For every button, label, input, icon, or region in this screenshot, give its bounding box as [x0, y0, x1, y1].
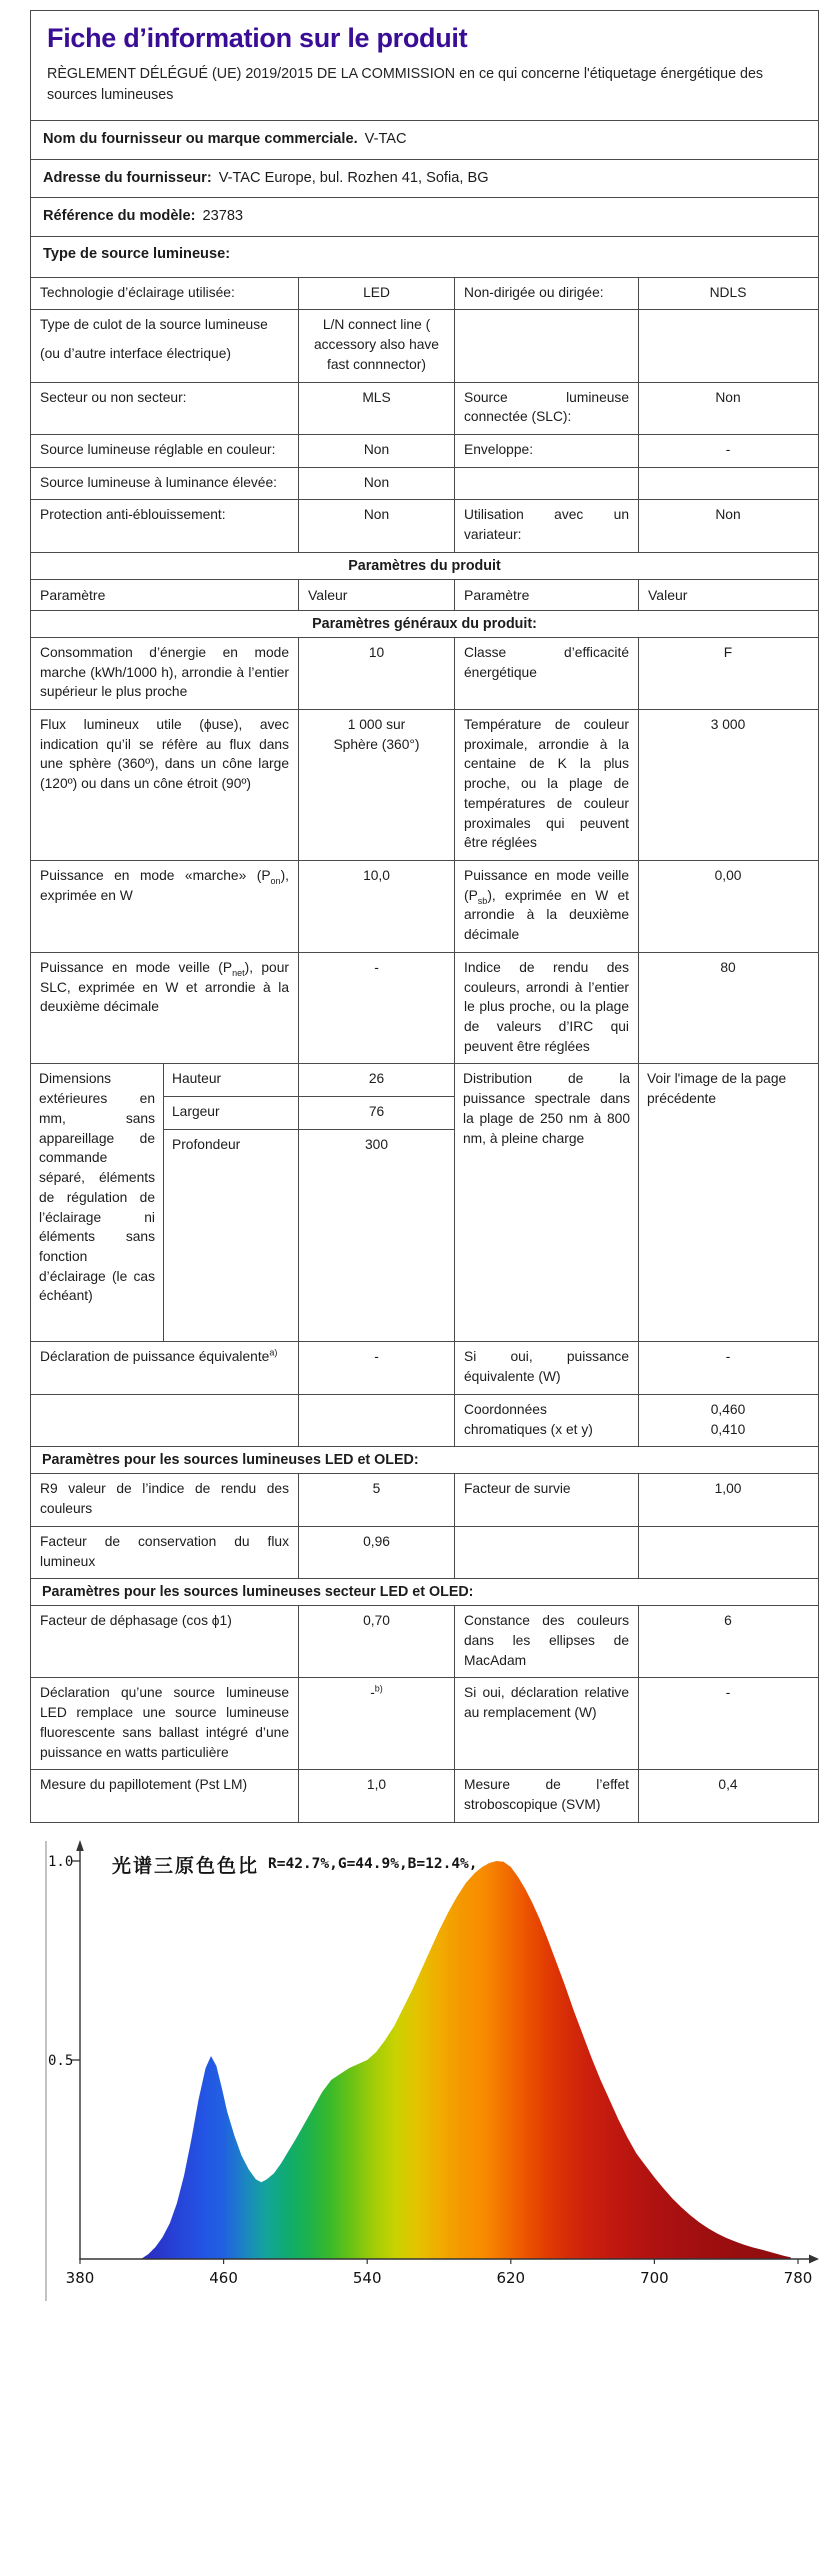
column-header-row	[31, 580, 818, 611]
param-label-cell: Puissance en mode veille $(P_{sb})$, exprimée en W et arrondie à la deuxième décimale	[454, 861, 638, 952]
table-row-lumen-maintenance	[31, 1527, 818, 1579]
flux-value-line1: 1 000 sur	[347, 716, 406, 732]
column-header: Paramètre	[454, 580, 638, 610]
chart-annotation: R=42.7%,G=44.9%,B=12.4%,	[268, 1856, 478, 1872]
title-block	[31, 11, 818, 121]
param-label-cell: Enveloppe:	[454, 435, 638, 467]
param-value-cell: 0,00	[638, 861, 817, 952]
chromaticity-y: 0,410	[710, 1421, 746, 1437]
param-label-cell: Si oui, puissance équivalente (W)	[454, 1342, 638, 1393]
column-header: Valeur	[638, 580, 817, 610]
table-row-chromaticity	[31, 1395, 818, 1447]
cap-type-line1: Type de culot de la source lumineuse	[40, 317, 268, 333]
table-row-equivalent-power	[31, 1342, 818, 1394]
param-value-cell: Non	[298, 500, 454, 551]
x-tick-label: 620	[496, 2269, 526, 2287]
param-value-cell: NDLS	[638, 278, 817, 310]
table-row-r9	[31, 1474, 818, 1526]
param-value-cell	[638, 468, 817, 500]
supplier-name-value: V-TAC	[364, 130, 407, 147]
param-value-cell	[638, 1395, 817, 1446]
param-label-cell: Non-dirigée ou dirigée:	[454, 278, 638, 310]
param-label-cell: Facteur de conservation du flux lumineux	[40, 1533, 289, 1569]
param-label-cell: Flux lumineux utile (ϕuse), avec indication qu’il se réfère au flux dans une sphère (360º), dans un cône large (120º) ou dans un cône étroit (90º)	[40, 716, 289, 792]
dimension-name: Largeur	[163, 1097, 298, 1130]
param-label-cell: Puissance en mode veille $(P_{net})$, pour SLC, exprimée en W et arrondie à la deuxième décimale	[40, 959, 290, 1015]
section-header-general-parameters: Paramètres généraux du produit:	[31, 611, 818, 638]
param-label-cell: Coordonnées chromatiques (x et y)	[454, 1395, 638, 1446]
param-value-cell: Non	[298, 468, 454, 500]
param-value-cell: L/N connect line ( accessory also have fast connnector)	[298, 310, 454, 381]
param-value-cell	[298, 1395, 454, 1446]
param-label-cell: Protection anti-éblouissement:	[40, 507, 226, 523]
param-label-cell	[454, 310, 638, 381]
param-label-cell	[31, 310, 298, 381]
section-header-mains-led-oled: Paramètres pour les sources lumineuses secteur LED et OLED:	[31, 1579, 818, 1606]
param-value-cell: 10,0	[298, 861, 454, 952]
y-axis-arrow	[76, 1840, 84, 1851]
dimension-name: Hauteur	[163, 1064, 298, 1097]
light-source-type-heading-row	[31, 237, 818, 278]
x-tick-label: 540	[352, 2269, 382, 2287]
table-row-useful-flux	[31, 710, 818, 861]
dimension-value: 26	[298, 1064, 454, 1097]
section-header-product-parameters: Paramètres du produit	[31, 553, 818, 580]
table-row-standby-power	[31, 953, 818, 1065]
param-label-cell	[454, 468, 638, 500]
y-tick-label: 0.5	[48, 2053, 74, 2069]
param-label-cell: Puissance en mode «marche» $(P_{on})$, exprimée en W	[40, 868, 289, 903]
table-row-technology	[31, 278, 818, 311]
param-value-cell: 1,0	[298, 1770, 454, 1821]
x-tick-label: 700	[640, 2269, 669, 2287]
param-value-cell: 3 000	[638, 710, 817, 860]
param-label-cell	[454, 1527, 638, 1578]
param-value-cell: F	[638, 638, 817, 709]
spectral-distribution-value: Voir l'image de la page précédente	[638, 1064, 817, 1341]
param-value-cell: -$^{b)}$	[298, 1678, 454, 1769]
column-header: Valeur	[298, 580, 454, 610]
param-label-cell: Mesure de l’effet stroboscopique (SVM)	[454, 1770, 638, 1821]
param-value-cell: Non	[638, 500, 817, 551]
param-value-cell: Non	[298, 435, 454, 467]
param-value-cell: 80	[638, 953, 817, 1064]
param-label-cell: Classe d’efficacité énergétique	[454, 638, 638, 709]
flux-value-line2: Sphère (360°)	[333, 736, 420, 752]
model-reference-row	[31, 198, 818, 237]
x-axis-arrow	[809, 2255, 819, 2264]
x-tick-label: 460	[209, 2269, 238, 2287]
dimension-name: Profondeur	[163, 1130, 298, 1342]
dimension-value: 300	[298, 1130, 454, 1342]
param-value-cell: 6	[638, 1606, 817, 1677]
regulation-subtitle: RÈGLEMENT DÉLÉGUÉ (UE) 2019/2015 DE LA COMMISSION en ce qui concerne l'étiquetage énergétique des sources lumineuses	[47, 66, 764, 104]
page-title: Fiche d’information sur le produit	[47, 23, 468, 53]
spectral-distribution-label: Distribution de la puissance spectrale dans la plage de 250 nm à 800 nm, à pleine charge	[454, 1064, 638, 1341]
param-value-cell: -	[298, 1342, 454, 1393]
param-label-cell: Indice de rendu des couleurs, arrondi à l’entier le plus proche, ou la plage de valeurs d’IRC qui peuvent être réglées	[454, 953, 638, 1064]
param-value-cell: -	[638, 435, 817, 467]
spectral-distribution-chart	[0, 1831, 839, 2311]
dimensions-label: Dimensions extérieures en mm, sans appareillage de commande séparé, éléments de régulation de l’éclairage ni éléments sans fonction d’éclairage (le cas échéant)	[39, 1071, 155, 1304]
spectrum-svg	[20, 1839, 825, 2309]
dimension-value: 76	[298, 1097, 454, 1130]
param-value-cell	[638, 310, 817, 381]
table-row-mains	[31, 383, 818, 435]
table-row-high-luminance	[31, 468, 818, 501]
supplier-name-label: Nom du fournisseur ou marque commerciale.	[43, 130, 358, 147]
spectral-area	[141, 1861, 791, 2259]
dimensions-row	[31, 1064, 818, 1342]
chromaticity-x: 0,460	[710, 1401, 746, 1417]
table-row-on-mode-power	[31, 861, 818, 953]
param-label-cell: Facteur de survie	[454, 1474, 638, 1525]
param-label-cell: Déclaration qu’une source lumineuse LED remplace une source lumineuse fluorescente sans ballast intégré d’une puissance en watts particulière	[40, 1685, 289, 1760]
param-value-cell: 10	[298, 638, 454, 709]
table-row-fluorescent-replacement	[31, 1678, 818, 1770]
section-header-led-oled: Paramètres pour les sources lumineuses LED et OLED:	[31, 1447, 818, 1474]
param-value-cell: 5	[298, 1474, 454, 1525]
table-row-colour-tunable	[31, 435, 818, 468]
chart-title: 光谱三原色色比	[112, 1856, 260, 1877]
param-value-cell: 1,00	[638, 1474, 817, 1525]
param-value-cell: 0,70	[298, 1606, 454, 1677]
document-table	[30, 10, 819, 1823]
param-value-cell	[638, 1527, 817, 1578]
param-label-cell: Déclaration de puissance équivalente$^{a)}$	[40, 1347, 278, 1365]
param-label-cell: R9 valeur de l’indice de rendu des couleurs	[40, 1481, 289, 1517]
param-label-cell: Température de couleur proximale, arrondie à la centaine de K la plus proche, ou la plage de températures de couleur proximales qui peuvent être réglées	[454, 710, 638, 860]
param-value-cell: -	[298, 953, 454, 1064]
param-value-cell: MLS	[298, 383, 454, 434]
param-value-cell: -	[638, 1342, 817, 1393]
param-value-cell: Non	[638, 383, 817, 434]
param-label-cell	[31, 1395, 298, 1446]
param-label-cell: Source lumineuse réglable en couleur:	[40, 441, 276, 457]
table-row-energy-consumption	[31, 638, 818, 710]
param-value-cell: -	[638, 1678, 817, 1769]
param-label-cell: Facteur de déphasage (cos ϕ1)	[40, 1613, 232, 1629]
param-label-cell: Si oui, déclaration relative au remplacement (W)	[454, 1678, 638, 1769]
x-tick-label: 780	[783, 2269, 813, 2287]
param-label-cell: Mesure du papillotement (Pst LM)	[40, 1777, 248, 1793]
x-tick-label: 380	[65, 2269, 95, 2287]
table-row-flicker	[31, 1770, 818, 1821]
cap-type-line2: (ou d’autre interface électrique)	[40, 346, 231, 362]
supplier-address-row	[31, 160, 818, 199]
supplier-address-label: Adresse du fournisseur:	[43, 169, 212, 186]
supplier-address-value: V-TAC Europe, bul. Rozhen 41, Sofia, BG	[218, 169, 489, 186]
param-label-cell: Utilisation avec un variateur:	[454, 500, 638, 551]
column-header: Paramètre	[40, 586, 106, 603]
model-reference-label: Référence du modèle:	[43, 208, 196, 225]
param-label-cell: Technologie d’éclairage utilisée:	[40, 284, 235, 300]
model-reference-value: 23783	[202, 208, 244, 225]
param-label-cell: Secteur ou non secteur:	[40, 389, 187, 405]
param-value-cell	[298, 710, 454, 860]
param-value-cell: 0,96	[298, 1527, 454, 1578]
y-tick-label: 1.0	[48, 1854, 74, 1870]
param-label-cell: Source lumineuse à luminance élevée:	[40, 474, 277, 490]
table-row-anti-glare	[31, 500, 818, 552]
param-label-cell: Constance des couleurs dans les ellipses de MacAdam	[454, 1606, 638, 1677]
table-row-power-factor	[31, 1606, 818, 1678]
param-label-cell: Consommation d’énergie en mode marche (kWh/1000 h), arrondie à l’entier supérieur le plus proche	[40, 644, 289, 700]
table-row-cap-type	[31, 310, 818, 382]
param-value-cell: LED	[298, 278, 454, 310]
supplier-name-row	[31, 121, 818, 160]
light-source-type-heading: Type de source lumineuse:	[43, 245, 231, 262]
param-value-cell: 0,4	[638, 1770, 817, 1821]
param-label-cell: Source lumineuse connectée (SLC):	[454, 383, 638, 434]
